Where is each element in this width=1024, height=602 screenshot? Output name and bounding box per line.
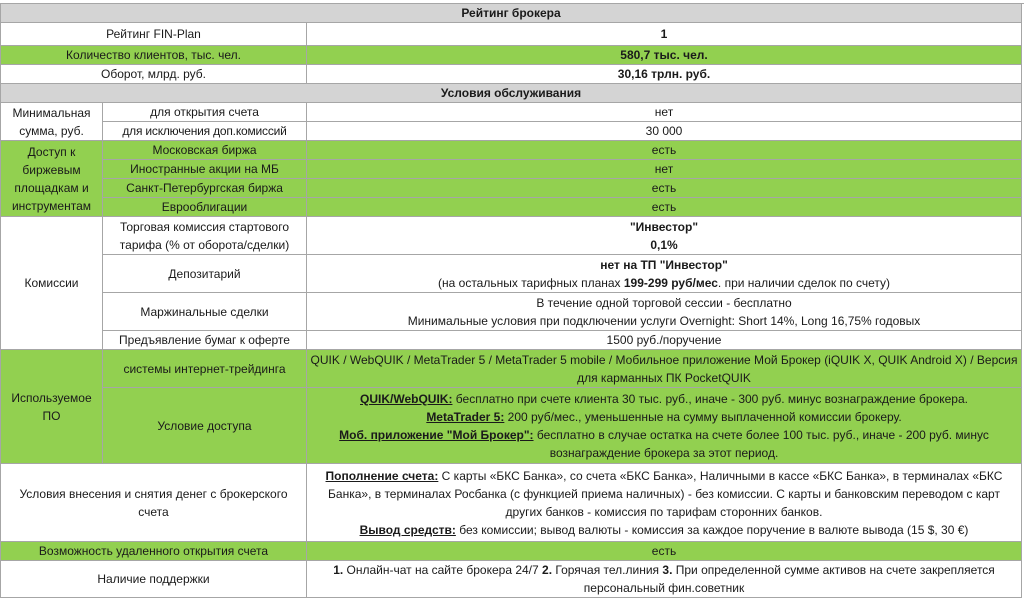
access-item-mt5-text: 200 руб/мес., уменьшенные на сумму выплаченной комиссии брокеру.	[504, 409, 902, 424]
table-row	[1, 103, 1022, 122]
tariff-name: "Инвестор"	[629, 219, 699, 234]
turnover-label: Оборот, млрд. руб.	[1, 65, 307, 84]
section-header-row	[1, 84, 1022, 103]
money-conditions-value	[307, 464, 1022, 542]
deposit-title: Пополнение счета:	[325, 468, 439, 483]
table-row	[1, 122, 1022, 141]
access-item-mt5	[310, 408, 1018, 426]
table-row	[1, 464, 1022, 542]
remote-opening-label: Возможность удаленного открытия счета	[1, 542, 307, 561]
access-eurobonds-label: Еврооблигации	[103, 198, 307, 217]
access-item-mobile-title: Моб. приложение "Мой Брокер":	[339, 427, 534, 442]
support-label: Наличие поддержки	[1, 561, 307, 598]
access-item-mobile-text: бесплатно в случае остатка на счете более 100 тыс. руб., иначе - 200 руб. минус вознаграждение брокера за этот период.	[533, 427, 989, 460]
access-group-label: Доступ к биржевым площадкам и инструментам	[1, 141, 103, 217]
section-header-row	[1, 4, 1022, 23]
software-access-value	[307, 388, 1022, 464]
table-row	[1, 255, 1022, 293]
table-row	[1, 46, 1022, 65]
support-num-1: 1.	[333, 563, 344, 577]
rating-section-header: Рейтинг брокера	[1, 4, 1022, 23]
min-sum-open-label: для открытия счета	[103, 103, 307, 122]
depository-line1: нет на ТП "Инвестор"	[600, 257, 728, 272]
table-row	[1, 141, 1022, 160]
margin-line1: В течение одной торговой сессии - бесплатно	[536, 295, 792, 310]
table-row	[1, 160, 1022, 179]
table-row	[1, 542, 1022, 561]
margin-value	[307, 293, 1022, 331]
commissions-group-label: Комиссии	[1, 217, 103, 350]
table-row	[1, 23, 1022, 46]
support-text-1: Онлайн-чат на сайте брокера 24/7	[343, 563, 543, 577]
support-text-2: Горячая тел.линия	[552, 563, 663, 577]
table-row	[1, 217, 1022, 255]
table-row	[1, 331, 1022, 350]
clients-value: 580,7 тыс. чел.	[307, 46, 1022, 65]
min-sum-open-value: нет	[307, 103, 1022, 122]
support-num-3: 3.	[662, 563, 673, 577]
access-item-quik-title: QUIK/WebQUIK:	[360, 391, 453, 406]
depository-line2-post: . при наличии сделок по счету)	[717, 275, 890, 290]
withdraw-block	[310, 521, 1018, 539]
table-row	[1, 561, 1022, 598]
min-sum-fees-label: для исключения доп.комиссий	[103, 122, 307, 141]
access-moex-label: Московская биржа	[103, 141, 307, 160]
access-item-quik-text: бесплатно при счете клиента 30 тыс. руб., иначе - 300 руб. минус вознаграждение брокера.	[452, 391, 968, 406]
software-group-label: Используемое ПО	[1, 350, 103, 464]
depository-line2-price: 199-299 руб/мес	[623, 275, 718, 290]
offer-value: 1500 руб./поручение	[307, 331, 1022, 350]
trading-systems-label: системы интернет-трейдинга	[103, 350, 307, 388]
access-eurobonds-value: есть	[307, 198, 1022, 217]
access-item-mobile	[310, 426, 1018, 462]
depository-value	[307, 255, 1022, 293]
money-conditions-label: Условия внесения и снятия денег с брокерского счета	[1, 464, 307, 542]
tariff-rate: 0,1%	[650, 237, 678, 252]
fin-plan-rating-value: 1	[307, 23, 1022, 46]
fin-plan-rating-label: Рейтинг FIN-Plan	[1, 23, 307, 46]
access-item-mt5-title: MetaTrader 5:	[426, 409, 505, 424]
clients-label: Количество клиентов, тыс. чел.	[1, 46, 307, 65]
offer-label: Предъявление бумаг к оферте	[103, 331, 307, 350]
deposit-block	[326, 469, 1003, 519]
support-value	[307, 561, 1022, 598]
depository-label: Депозитарий	[103, 255, 307, 293]
service-section-header: Условия обслуживания	[1, 84, 1022, 103]
min-sum-group-label: Минимальная сумма, руб.	[1, 103, 103, 141]
turnover-value: 30,16 трлн. руб.	[307, 65, 1022, 84]
deposit-text: С карты «БКС Банка», со счета «БКС Банка», Наличными в кассе «БКС Банка», в терминалах «БКС Банка», в терминалах Росбанка (с функцией приема наличных) - без комиссии. С карты и банковским переводом с карт других банков - комиссия по тарифам сторонних банков.	[328, 468, 1003, 519]
table-row	[1, 65, 1022, 84]
access-spb-value: есть	[307, 179, 1022, 198]
trading-commission-label: Торговая комиссия стартового тарифа (% от оборота/сделки)	[103, 217, 307, 255]
access-item-quik	[310, 390, 1018, 408]
table-row	[1, 198, 1022, 217]
depository-line2	[310, 274, 1018, 292]
support-num-2: 2.	[542, 563, 553, 577]
margin-label: Маржинальные сделки	[103, 293, 307, 331]
remote-opening-value: есть	[307, 542, 1022, 561]
table-row	[1, 293, 1022, 331]
access-foreign-label: Иностранные акции на МБ	[103, 160, 307, 179]
broker-comparison-table	[0, 3, 1022, 598]
trading-commission-value	[307, 217, 1022, 255]
table-row	[1, 388, 1022, 464]
margin-line2: Минимальные условия при подключении услуги Overnight: Short 14%, Long 16,75% годовых	[407, 313, 921, 328]
table-row	[1, 179, 1022, 198]
support-text-3: При определенной сумме активов на счете закрепляется персональный фин.советник	[583, 563, 995, 595]
withdraw-text: без комиссии; вывод валюты - комиссия за каждое поручение в валюте вывода (15 $, 30 €)	[455, 522, 969, 537]
access-moex-value: есть	[307, 141, 1022, 160]
trading-systems-value: QUIK / WebQUIK / MetaTrader 5 / MetaTrader 5 mobile / Мобильное приложение Мой Брокер (iQUIK X, QUIK Android X) / Версия для карманных ПК PocketQUIK	[307, 350, 1022, 388]
withdraw-title: Вывод средств:	[359, 522, 456, 537]
depository-line2-pre: (на остальных тарифных планах	[438, 275, 624, 290]
software-access-label: Условие доступа	[103, 388, 307, 464]
table-row	[1, 350, 1022, 388]
access-foreign-value: нет	[307, 160, 1022, 179]
access-spb-label: Санкт-Петербургская биржа	[103, 179, 307, 198]
min-sum-fees-value: 30 000	[307, 122, 1022, 141]
